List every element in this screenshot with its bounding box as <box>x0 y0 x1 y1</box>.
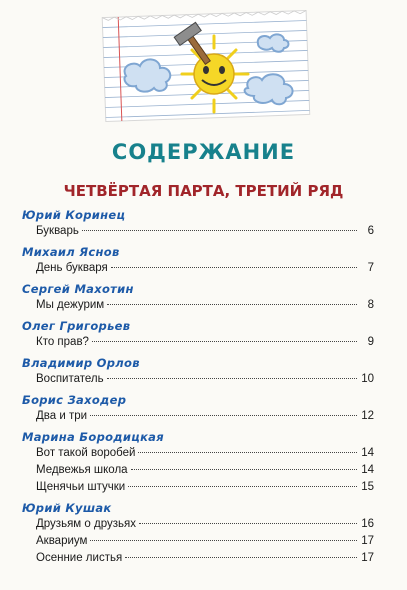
author-name: Олег Григорьев <box>22 319 131 333</box>
notebook-sun-hammer-illustration <box>98 8 314 126</box>
author-block <box>22 430 374 496</box>
dot-leader <box>90 414 357 416</box>
page-number: 14 <box>361 464 374 476</box>
dot-leader <box>125 556 357 558</box>
toc-entry[interactable] <box>22 533 374 550</box>
toc-entry[interactable] <box>22 223 374 240</box>
toc-entry[interactable] <box>22 371 374 388</box>
author-name: Владимир Орлов <box>22 356 140 370</box>
author-name: Сергей Махотин <box>22 282 134 296</box>
page-number: 7 <box>367 262 374 274</box>
toc-entry[interactable] <box>22 297 374 314</box>
author-block <box>22 282 374 314</box>
author-block <box>22 356 374 388</box>
page-number: 15 <box>361 481 374 493</box>
page-number: 8 <box>367 299 374 311</box>
dot-leader <box>111 266 357 268</box>
dot-leader <box>107 303 357 305</box>
toc-entry[interactable] <box>22 260 374 277</box>
work-title: Друзьям о друзьях <box>36 518 136 530</box>
work-title: Воспитатель <box>36 373 104 385</box>
toc-entry[interactable] <box>22 479 374 496</box>
page-number: 12 <box>361 410 374 422</box>
page-number: 10 <box>361 373 374 385</box>
toc-entry[interactable] <box>22 516 374 533</box>
toc-entry[interactable] <box>22 462 374 479</box>
dot-leader <box>131 468 357 470</box>
page-number: 6 <box>367 225 374 237</box>
author-name: Борис Заходер <box>22 393 127 407</box>
toc-title: СОДЕРЖАНИЕ <box>111 140 296 164</box>
page-number: 17 <box>361 535 374 547</box>
toc-entry[interactable] <box>22 550 374 567</box>
dot-leader <box>138 451 357 453</box>
dot-leader <box>139 522 357 524</box>
author-name: Михаил Яснов <box>22 245 120 259</box>
dot-leader <box>92 340 357 342</box>
dot-leader <box>82 229 357 231</box>
work-title: Аквариум <box>36 535 88 547</box>
dot-leader <box>90 539 357 541</box>
toc-entry[interactable] <box>22 445 374 462</box>
author-name: Юрий Коринец <box>22 208 126 222</box>
section-title: ЧЕТВЁРТАЯ ПАРТА, ТРЕТИЙ РЯД <box>63 182 344 200</box>
dot-leader <box>128 485 357 487</box>
toc-entry[interactable] <box>22 334 374 351</box>
author-block <box>22 208 374 240</box>
page-number: 14 <box>361 447 374 459</box>
work-title: День букваря <box>36 262 108 274</box>
work-title: Мы дежурим <box>36 299 105 311</box>
page-number: 16 <box>361 518 374 530</box>
author-block <box>22 245 374 277</box>
work-title: Медвежья школа <box>36 464 128 476</box>
work-title: Осенние листья <box>36 552 123 564</box>
page-number: 9 <box>367 336 374 348</box>
author-block <box>22 393 374 425</box>
author-block <box>22 319 374 351</box>
page-number: 17 <box>361 552 374 564</box>
author-name: Юрий Кушак <box>22 501 112 515</box>
toc-entries <box>22 208 374 572</box>
work-title: Вот такой воробей <box>36 447 136 459</box>
work-title: Букварь <box>36 225 79 237</box>
work-title: Кто прав? <box>36 336 89 348</box>
work-title: Щенячьи штучки <box>36 481 126 493</box>
author-block <box>22 501 374 567</box>
toc-entry[interactable] <box>22 408 374 425</box>
work-title: Два и три <box>36 410 88 422</box>
dot-leader <box>107 377 357 379</box>
author-name: Марина Бородицкая <box>22 430 164 444</box>
